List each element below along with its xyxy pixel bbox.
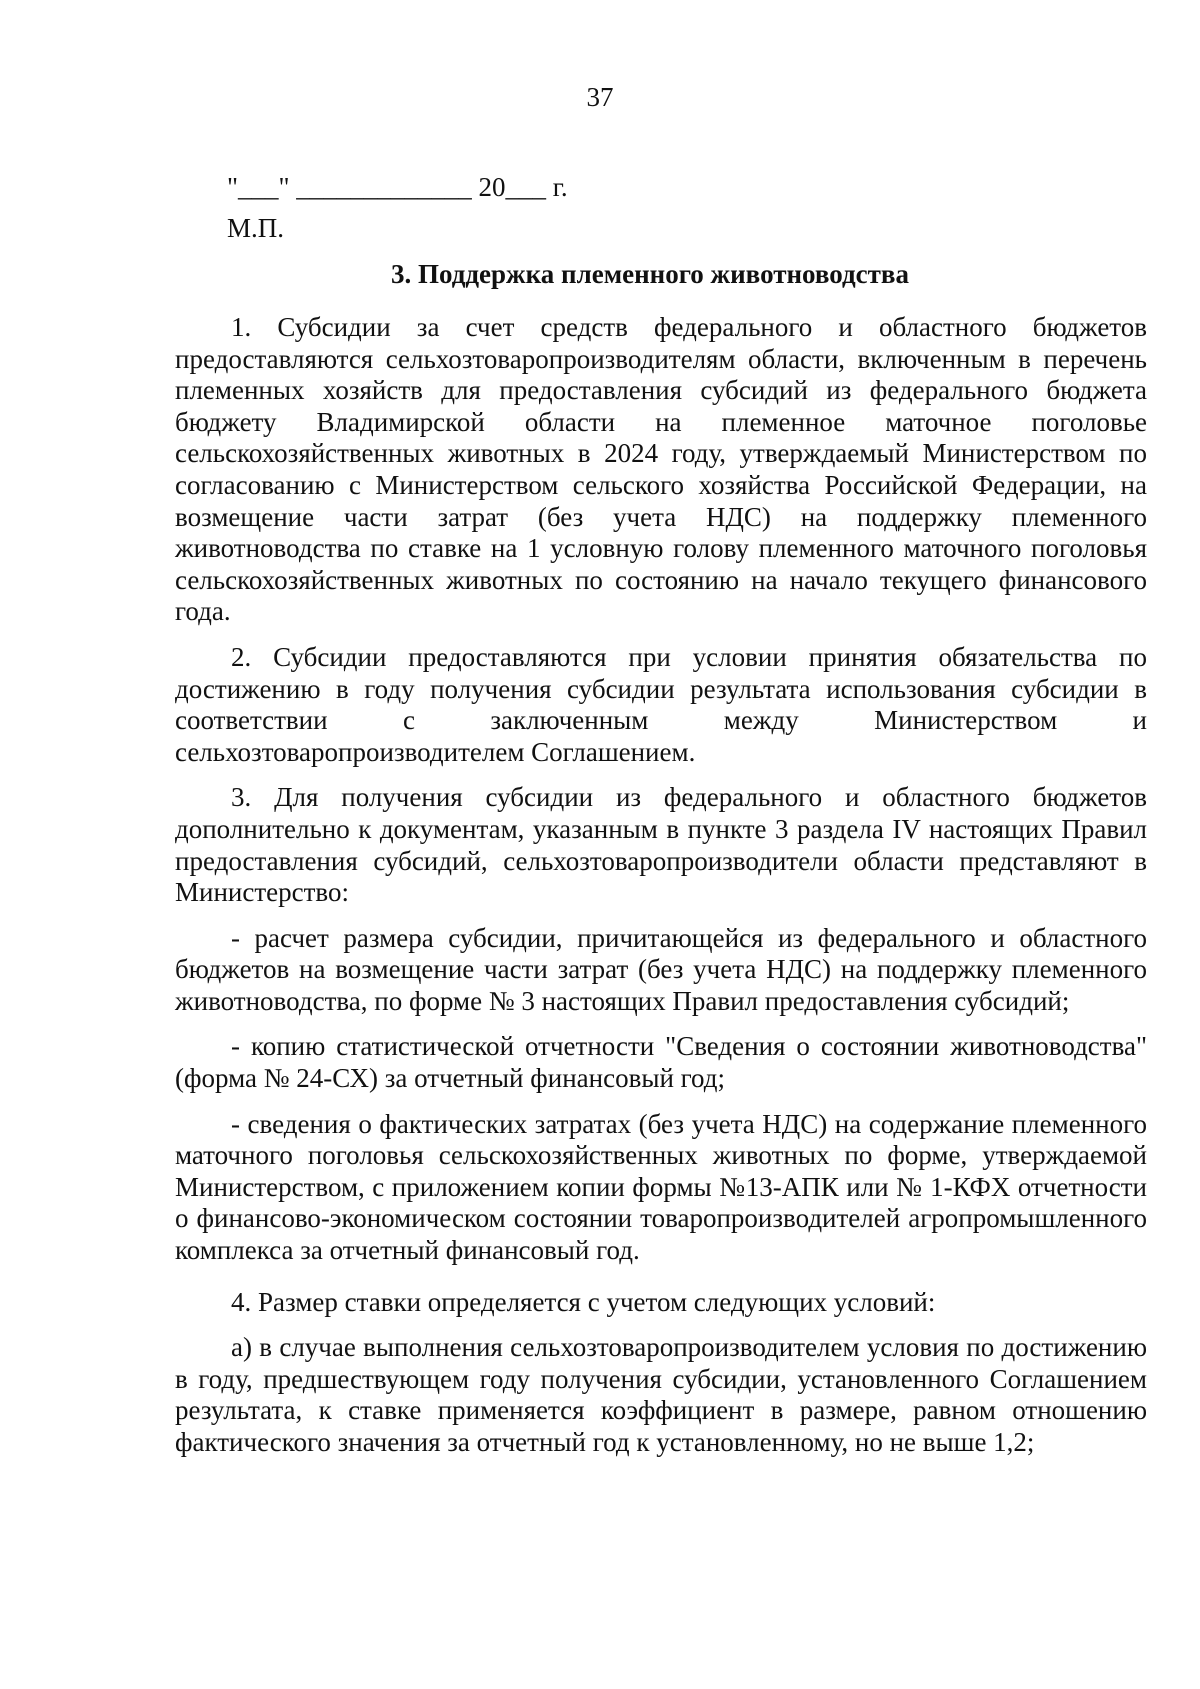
page-number: 37	[586, 82, 614, 112]
paragraph-4a: а) в случае выполнения сельхозтоваропроизводителем условия по достижению в году, предшествующем году получения субсидии, установленного Соглашением результата, к ставке применяется коэффициент в размере, равном отношению фактического значения за отчетный год к установленному, но не выше 1,2;	[175, 1332, 1147, 1457]
paragraph-1: 1. Субсидии за счет средств федерального и областного бюджетов предоставляются сельхозтоваропроизводителям области, включенным в перечень племенных хозяйств для предоставления субсидий из федерального бюджета бюджету Владимирской области на племенное маточное поголовье сельскохозяйственных животных в 2024 году, утверждаемый Министерством по согласованию с Министерством сельского хозяйства Российской Федерации, на возмещение части затрат (без учета НДС) на поддержку племенного животноводства по ставке на 1 условную голову племенного маточного поголовья сельскохозяйственных животных по состоянию на начало текущего финансового года.	[175, 312, 1147, 627]
stamp-label: М.П.	[227, 213, 285, 243]
paragraph-2: 2. Субсидии предоставляются при условии принятия обязательства по достижению в году получения субсидии результата использования субсидии в соответствии с заключенным между Министерством и сельхозтоваропроизводителем Соглашением.	[175, 641, 1147, 767]
date-line: "___" _____________ 20___ г.	[227, 172, 568, 202]
section-title: 3. Поддержка племенного животноводства	[391, 259, 909, 289]
document-body	[175, 312, 1147, 1459]
list-item-calculation: - расчет размера субсидии, причитающейся из федерального и областного бюджетов на возмещение части затрат (без учета НДС) на поддержку племенного животноводства, по форме № 3 настоящих Правил предоставления субсидий;	[175, 922, 1147, 1016]
list-item-cost-info: - сведения о фактических затратах (без учета НДС) на содержание племенного маточного поголовья сельскохозяйственных животных по форме, утверждаемой Министерством, с приложением копии формы №13-АПК или № 1-КФХ отчетности о финансово-экономическом состоянии товаропроизводителей агропромышленного комплекса за отчетный финансовый год.	[175, 1108, 1147, 1266]
paragraph-3: 3. Для получения субсидии из федерального и областного бюджетов дополнительно к документам, указанным в пункте 3 раздела IV настоящих Правил предоставления субсидий, сельхозтоваропроизводители области представляют в Министерство:	[175, 782, 1147, 908]
list-item-statistics-copy: - копию статистической отчетности "Сведения о состоянии животноводства" (форма № 24-СХ) за отчетный финансовый год;	[175, 1031, 1147, 1094]
paragraph-4: 4. Размер ставки определяется с учетом следующих условий:	[231, 1286, 936, 1317]
